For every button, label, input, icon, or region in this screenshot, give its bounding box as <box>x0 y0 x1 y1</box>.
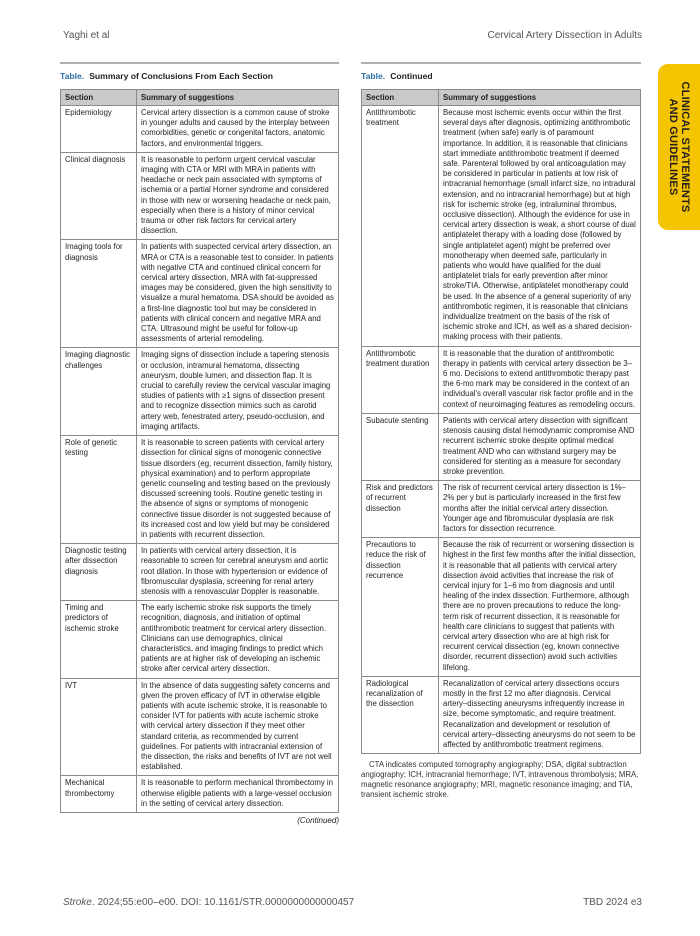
table-row <box>362 538 641 677</box>
table-footnote: CTA indicates computed tomography angiography; DSA, digital subtraction angiography; ICH, intracranial hemorrhage; IVT, intravenous thrombolysis; MRA, magnetic resonance angiography; MRI, magnetic resonance imaging; and TIA, transient ischemic stroke. <box>361 760 639 800</box>
summary-cell: Because most ischemic events occur within the first several days after diagnosis, optimizing antithrombotic treatment (when safe) early is of paramount importance. In addition, it is reasonable that clinicians start immediate antithrombotic treatment if deemed safe. Parenteral followed by oral anticoagulation may be considered in particular in patients at low risk of intracranial hemorrhage (small infarct size, no intradural extension, and no intracranial hemorrhage) but at high risk for ischemic stroke (eg, intraluminal thrombus, occlusive dissection). Although the evidence for use in cervical artery dissection is weak, a short course of dual antiplatelet therapy with a loading dose (followed by single antiplatelet agent) might be preferred over monotherapy when deemed safe, particularly in patients who would have qualified for the dual antiplatelet trials for early prevention after minor stroke/TIA. Otherwise, antiplatelet monotherapy could be used. In the absence of a general superiority of any antithrombotic regimen, it is reasonable that clinicians individualize treatment on the basis of the risk of ischemic stroke and ICH, as well as a shared decision-making process with their patients. <box>439 106 641 347</box>
summary-cell: Imaging signs of dissection include a tapering stenosis or occlusion, intramural hematoma, dissecting aneurysm, double lumen, and dissection flap. It is crucial to carefully review the cervical vascular imaging studies of patients with ≥1 signs of dissection present and to recognize dissection mimics such as carotid artery web, fenestrated artery, pseudo-occlusion, and imaging artifacts. <box>137 348 339 436</box>
footer-citation-text: . 2024;55:e00–e00. DOI: 10.1161/STR.0000000000000457 <box>91 897 355 908</box>
footer-journal: Stroke <box>63 897 92 908</box>
table-row <box>362 106 641 347</box>
section-cell: Imaging tools for diagnosis <box>61 240 137 348</box>
column-header-summary: Summary of suggestions <box>439 90 641 106</box>
summary-table-continued <box>361 89 641 754</box>
column-header-section: Section <box>61 90 137 106</box>
side-tab-line-1: CLINICAL STATEMENTS <box>679 81 691 213</box>
summary-cell: Patients with cervical artery dissection with significant stenosis causing distal hemodynamic compromise AND recurrent ischemic stroke despite optimal medical treatment AND who can withstand surgery may be considered for stenting as a measure for secondary stroke prevention. <box>439 413 641 480</box>
section-cell: Diagnostic testing after dissection diagnosis <box>61 544 137 601</box>
table-row <box>61 678 339 776</box>
running-header-title: Cervical Artery Dissection in Adults <box>487 30 642 41</box>
table-caption-text: Continued <box>390 71 433 81</box>
table-row <box>61 436 339 544</box>
section-cell: IVT <box>61 678 137 776</box>
table-row <box>362 676 641 753</box>
right-column <box>361 62 641 800</box>
footer-page-number: TBD 2024 e3 <box>583 897 642 908</box>
summary-cell: It is reasonable to perform mechanical thrombectomy in otherwise eligible patients with a large-vessel occlusion in the setting of cervical artery dissection. <box>137 776 339 813</box>
section-cell: Role of genetic testing <box>61 436 137 544</box>
section-cell: Subacute stenting <box>362 413 439 480</box>
section-cell: Antithrombotic treatment <box>362 106 439 347</box>
summary-cell: In the absence of data suggesting safety concerns and given the proven efficacy of IVT in otherwise eligible patients with acute ischemic stroke, it is reasonable to consider IVT for patients with acute ischemic stroke with cervical artery dissection if they meet other standard criteria, as recommended by current guidelines. For patients with intracranial extension of the dissection, the risks and benefits of IVT are not well established. <box>137 678 339 776</box>
section-cell: Clinical diagnosis <box>61 152 137 240</box>
section-cell: Imaging diagnostic challenges <box>61 348 137 436</box>
table-header-row <box>61 90 339 106</box>
section-cell: Risk and predictors of recurrent dissection <box>362 481 439 538</box>
summary-cell: Recanalization of cervical artery dissections occurs mostly in the first 12 mo after diagnosis. Cervical artery–dissecting aneurysms infrequently increase in size, become symptomatic, and require treatment. Recanalization and development or resolution of cervical artery–dissecting aneurysms do not seem to be affected by antithrombotic treatment regimens. <box>439 676 641 753</box>
table-row <box>362 346 641 413</box>
summary-cell: It is reasonable to screen patients with cervical artery dissection for clinical signs of monogenic connective tissue disorders (eg, recurrent dissection, family history, physical examination) and to perform appropriate genetic counseling and testing based on the previously discussed screening tools. Routine genetic testing in the absence of signs or symptoms of monogenic connective tissue disorder is not suggested because of its increased cost and low yield but may be considered in patients with recurrent dissection. <box>137 436 339 544</box>
section-cell: Timing and predictors of ischemic stroke <box>61 601 137 678</box>
section-side-tab <box>658 64 700 230</box>
table-row <box>61 106 339 153</box>
summary-cell: It is reasonable that the duration of antithrombotic therapy in patients with cervical artery dissection be 3–6 mo. Decisions to extend antithrombotic therapy past the 6-mo mark may be considered in the context of an individual's overall vascular risk factor profile and in the context of neuroimaging features as remodeling occurs. <box>439 346 641 413</box>
section-cell: Precautions to reduce the risk of dissection recurrence <box>362 538 439 677</box>
table-row <box>61 601 339 678</box>
table-caption-text: Summary of Conclusions From Each Section <box>89 71 274 81</box>
section-cell: Mechanical thrombectomy <box>61 776 137 813</box>
table-row <box>362 413 641 480</box>
summary-cell: In patients with cervical artery dissection, it is reasonable to screen for cerebral aneurysm and aortic root dilation. In those with hypertension or evidence of fibromuscular dysplasia, screening for renal artery stenosis with a renovascular Doppler is reasonable. <box>137 544 339 601</box>
summary-cell: Cervical artery dissection is a common cause of stroke in younger adults and caused by the interplay between comorbidities, genetic or congenital factors, anatomic factors, and environmental triggers. <box>137 106 339 153</box>
summary-cell: Because the risk of recurrent or worsening dissection is highest in the first few months after the initial dissection, it is reasonable that all patients with cervical artery dissection avoid activities that increase the risk of cervical injury for 1–6 mo from diagnosis and until healing of the index dissection. Furthermore, although there are no proven precautions to reduce the long-term risk of recurrent dissection, it is reasonable for health care clinicians to suggest that patients with cervical artery dissection who are at high risk for recurrent cervical dissection (eg, known connective disorder, recurrent dissection) avoid such activities lifelong. <box>439 538 641 677</box>
summary-cell: The early ischemic stroke risk supports the timely recognition, diagnosis, and initiation of optimal antithrombotic treatment for cervical artery dissection. Clinicians can use demographics, clinical characteristics, and imaging findings to predict which patients are at higher risk of developing an ischemic stroke after cervical artery dissection. <box>137 601 339 678</box>
table-row <box>362 481 641 538</box>
summary-cell: The risk of recurrent cervical artery dissection is 1%–2% per y but is particularly increased in the first few months after the initial cervical artery dissection. Younger age and fibromuscular dysplasia are risk factors for dissection recurrence. <box>439 481 641 538</box>
column-header-summary: Summary of suggestions <box>137 90 339 106</box>
summary-cell: In patients with suspected cervical artery dissection, an MRA or CTA is a reasonable test to consider. In patients with negative CTA and continued clinical concern for cervical artery dissection, MRA with fat-suppressed images may be considered, given the high sensitivity to visualize a mural hematoma. DSA should be avoided as a first-line diagnostic tool but may be considered in patients with clinical concern and negative MRA and CTA. Ultrasound might be useful for follow-up assessments of arterial remodeling. <box>137 240 339 348</box>
footer-citation <box>63 897 354 908</box>
section-cell: Radiological recanalization of the dissection <box>362 676 439 753</box>
table-caption <box>60 62 339 85</box>
table-caption-label: Table. <box>60 71 85 81</box>
table-row <box>61 240 339 348</box>
section-cell: Epidemiology <box>61 106 137 153</box>
table-row <box>61 544 339 601</box>
side-tab-line-2: AND GUIDELINES <box>667 98 679 196</box>
table-header-row <box>362 90 641 106</box>
summary-table <box>60 89 339 813</box>
table-caption-continued <box>361 62 641 85</box>
continued-note: (Continued) <box>297 816 339 825</box>
running-header-authors: Yaghi et al <box>63 30 110 41</box>
side-tab-label <box>667 82 691 213</box>
summary-cell: It is reasonable to perform urgent cervical vascular imaging with CTA or MRI with MRA in patients with headache or neck pain associated with symptoms of ischemia or a partial Horner syndrome and considered in those with new or worsening headache or neck pain, especially when there is a history of minor cervical trauma or other risk factors for cervical artery dissection. <box>137 152 339 240</box>
table-row <box>61 348 339 436</box>
column-header-section: Section <box>362 90 439 106</box>
section-cell: Antithrombotic treatment duration <box>362 346 439 413</box>
table-row <box>61 152 339 240</box>
table-row <box>61 776 339 813</box>
left-column <box>60 62 339 825</box>
table-caption-label: Table. <box>361 71 386 81</box>
